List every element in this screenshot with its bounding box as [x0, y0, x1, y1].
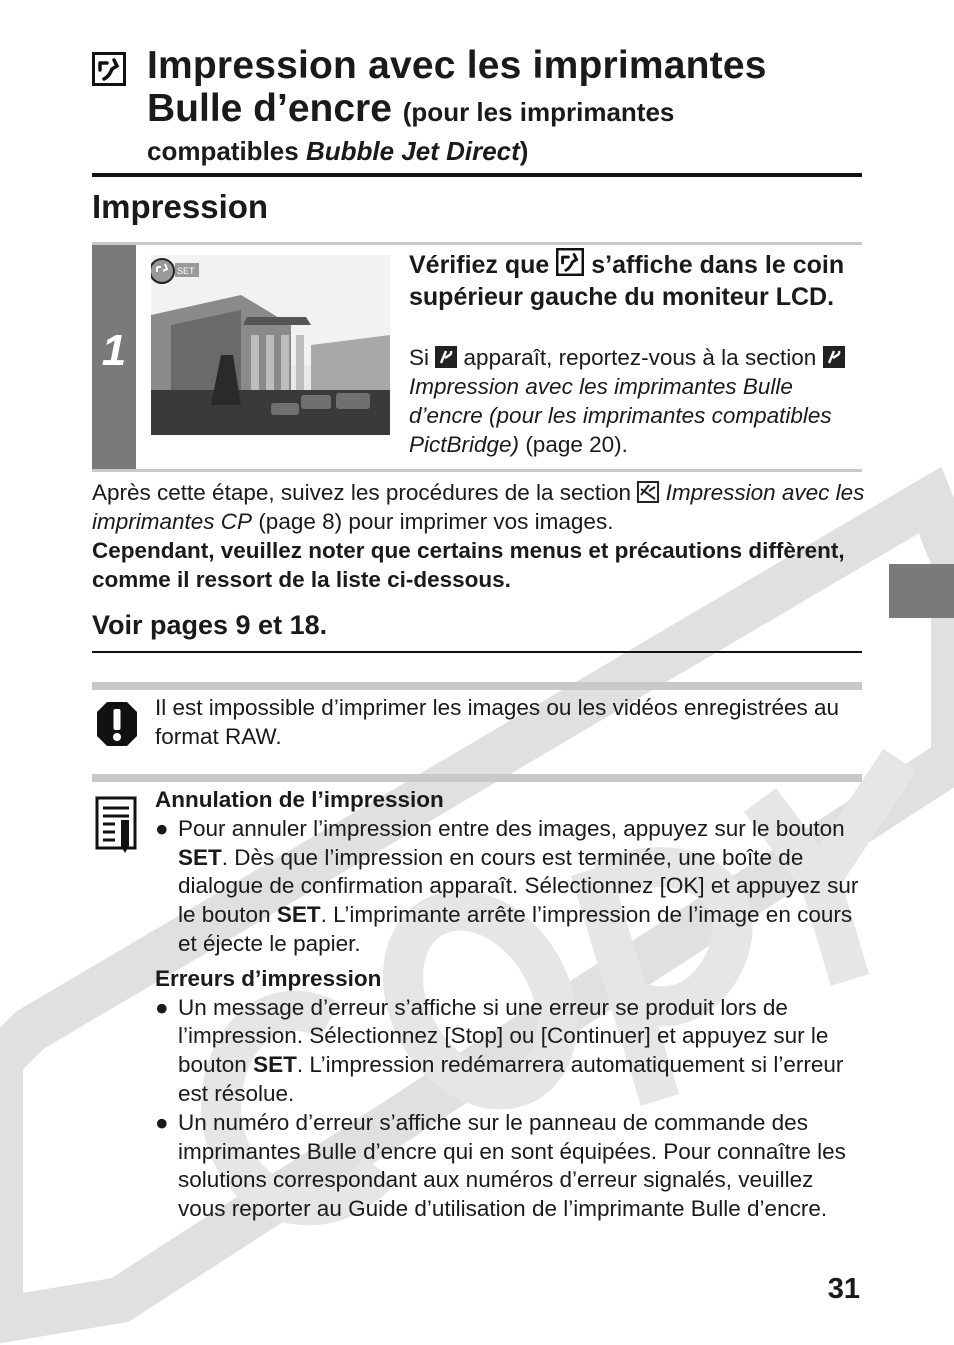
cp-printer-icon — [637, 481, 659, 503]
pictbridge-icon — [823, 346, 845, 368]
step-number: 1 — [101, 326, 127, 375]
note-heading-cancel: Annulation de l’impression — [155, 787, 444, 812]
title-line-1: Impression avec les imprimantes — [147, 44, 767, 87]
bullet-icon: ● — [155, 815, 169, 841]
note-heading-errors: Erreurs d’impression — [155, 965, 382, 991]
note-pencil-icon — [95, 796, 139, 854]
caution-top-bar — [92, 682, 862, 690]
step-body-mid: apparaît, reportez-vous à la section — [463, 345, 817, 370]
bullet-icon: ● — [155, 994, 169, 1020]
after-step-post: (page 8) pour imprimer vos images. — [258, 509, 614, 534]
title-compat: compatibles — [147, 136, 299, 166]
after-step-paragraph — [92, 478, 872, 594]
title-italic: Bubble Jet Direct — [305, 136, 520, 166]
step-bottom-rule — [92, 469, 862, 472]
caution-text: Il est impossible d’imprimer les images ou les vidéos enregistrées au format RAW. — [155, 695, 840, 749]
chapter-tab — [889, 564, 954, 618]
step-body — [409, 343, 869, 459]
see-pages-heading: Voir pages 9 et 18. — [92, 610, 328, 640]
title-paren: ) — [519, 136, 529, 166]
step-body-pre: Si — [409, 345, 430, 370]
note-block — [155, 786, 865, 1224]
print-share-icon — [556, 248, 584, 276]
section-heading: Impression — [92, 188, 269, 225]
note-top-bar — [92, 774, 862, 782]
set-label: SET — [178, 844, 222, 870]
set-label: SET — [253, 1052, 297, 1078]
title-line-2 — [147, 89, 887, 128]
after-step-bold: Cependant, veuillez noter que certains menus et précautions diffèrent, comme il ressort de la liste ci-dessous. — [92, 538, 845, 592]
after-step-pre: Après cette étape, suivez les procédures de la section — [92, 480, 632, 505]
step-top-rule — [92, 242, 862, 245]
print-share-icon — [92, 52, 126, 86]
svg-text:SET: SET — [177, 266, 195, 276]
note-text: Un numéro d’erreur s’affiche sur le panneau de commande des imprimantes Bulle d’encre qui en sont équipées. Pour connaître les solutions correspondant aux numéros d’erreur signalés, veuillez vous reporter au Guide d’utilisation de l’imprimante Bulle d’encre. — [178, 1109, 846, 1222]
caution-icon — [95, 700, 139, 748]
note-text: . L’imprimante arrête l’impression de l’image en cours et éjecte le papier. — [178, 902, 853, 956]
page-number: 31 — [827, 1273, 860, 1305]
list-item — [155, 994, 865, 1109]
note-text: Pour annuler l’impression entre des images, appuyez sur le bouton — [178, 815, 845, 841]
bullet-icon: ● — [155, 1109, 169, 1135]
set-label: SET — [276, 902, 321, 928]
note-text: . L’impression redémarrera automatiquement si l’erreur est résolue. — [178, 1052, 844, 1106]
step-heading — [409, 248, 859, 313]
step-heading-post: s’affiche dans le coin supérieur gauche du moniteur LCD. — [409, 251, 845, 311]
list-item — [155, 815, 865, 959]
note-text: . Dès que l’impression en cours est terminée, une boîte de dialogue de confirmation apparaît. Sélectionnez [OK] et appuyez sur le bouton — [178, 844, 859, 928]
step-body-post: (page 20). — [525, 432, 628, 457]
note-text: Un message d’erreur s’affiche si une erreur se produit lors de l’impression. Sélectionnez [Stop] ou [Continuer] et appuyez sur le bouton — [178, 994, 829, 1078]
pictbridge-icon — [435, 346, 457, 368]
see-pages-rule — [92, 651, 862, 653]
title-main: Bulle d’encre — [147, 87, 392, 130]
step-heading-pre: Vérifiez que — [409, 251, 550, 279]
after-step-italic: Impression avec les imprimantes CP — [92, 480, 865, 534]
note-list-cancel — [155, 815, 865, 959]
note-list-errors — [155, 994, 865, 1224]
title-rule — [92, 173, 862, 177]
page-title — [147, 46, 887, 164]
step-body-italic: Impression avec les imprimantes Bulle d’encre (pour les imprimantes compatibles PictBridge) — [409, 374, 832, 457]
title-line-3 — [147, 138, 887, 164]
lcd-screen-photo — [151, 255, 390, 435]
title-sub: (pour les imprimantes — [402, 97, 675, 127]
list-item — [155, 1109, 865, 1224]
